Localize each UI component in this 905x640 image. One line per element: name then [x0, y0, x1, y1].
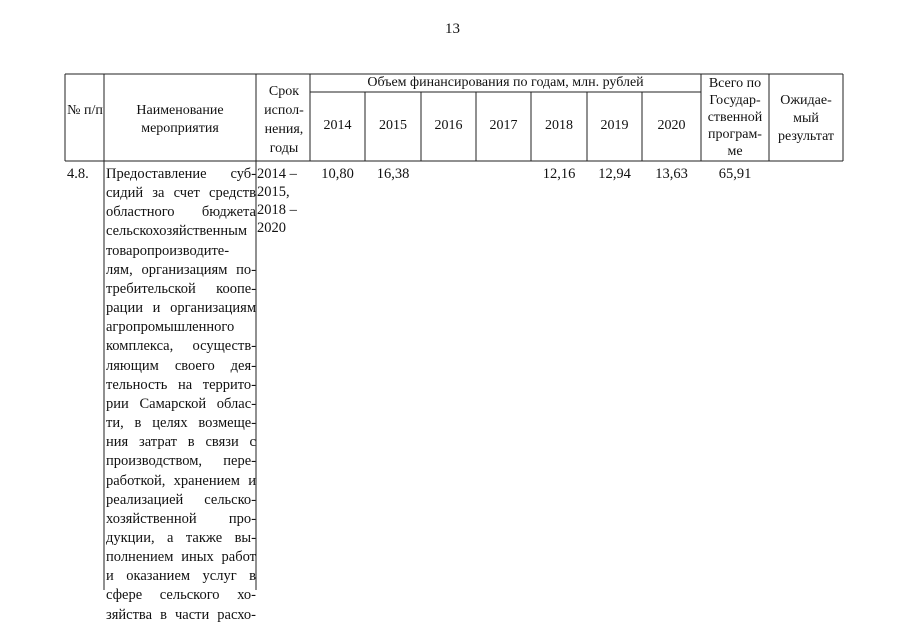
description-line: хозяйственной про- — [106, 510, 256, 527]
description-line: Предоставление суб- — [106, 166, 256, 182]
header-term-label: Срок испол-нения, годы — [264, 84, 304, 156]
description-line: работкой, хранением и — [106, 472, 256, 489]
header-term — [258, 82, 310, 158]
value-total: 65,91 — [718, 166, 752, 182]
value-2019: 12,94 — [598, 166, 631, 182]
description-line: и оказанием услуг в — [106, 568, 256, 585]
description-line: областного бюджета — [106, 204, 256, 221]
description-line: полнением иных работ — [106, 549, 256, 566]
description-line: производством, пере- — [106, 453, 256, 470]
description-line: товаропроизводите- — [106, 242, 230, 259]
header-name-label: Наименование мероприятия — [136, 103, 224, 136]
row-term-line: 2018 – — [257, 202, 297, 218]
description-line: ния затрат в связи с — [106, 434, 256, 451]
row-description — [106, 165, 256, 625]
header-result — [770, 92, 842, 146]
header-year-2014: 2014 — [323, 118, 352, 133]
value-2018: 12,16 — [542, 166, 576, 182]
header-funding-label: Объем финансирования по годам, млн. рублей — [367, 75, 644, 90]
header-year-2018: 2018 — [545, 118, 573, 133]
description-line: сидий за счет средств — [106, 185, 256, 202]
description-line: лям, организациям по- — [106, 261, 256, 278]
description-line: реализацией сельско- — [106, 491, 256, 508]
description-line: дукции, а также вы- — [106, 529, 256, 546]
value-2020: 13,63 — [655, 166, 688, 182]
description-line: рации и организациям — [106, 300, 256, 317]
row-term-line: 2015, — [257, 184, 290, 200]
header-year-2015: 2015 — [379, 118, 407, 133]
description-line: ляющим своего дея- — [106, 357, 256, 374]
header-total-label: Всего по Государ-ственной програм-ме — [707, 76, 763, 159]
description-line: комплекса, осуществ- — [106, 338, 256, 355]
header-total — [702, 75, 768, 160]
description-line: сельскохозяйственным — [106, 223, 248, 240]
value-2014: 10,80 — [321, 166, 354, 182]
header-year-2017: 2017 — [489, 118, 518, 133]
header-year-2019: 2019 — [600, 118, 629, 133]
header-funding — [310, 74, 701, 92]
header-year-2016: 2016 — [434, 118, 463, 133]
value-2015: 16,38 — [376, 166, 410, 182]
description-line: зяйства в части расхо- — [106, 606, 256, 623]
row-term-line: 2014 – — [257, 166, 297, 182]
row-number: 4.8. — [67, 166, 89, 182]
header-num — [66, 102, 104, 120]
header-year-2020: 2020 — [657, 118, 686, 133]
page-number: 13 — [445, 21, 460, 37]
description-line: требительской коопе- — [106, 280, 256, 297]
description-line: ти, в целях возмеще- — [106, 415, 256, 432]
description-line: рии Самарской облас- — [106, 395, 256, 412]
header-result-label: Ожидае-мый результат — [777, 93, 835, 144]
header-num-label: № п/п — [67, 103, 103, 118]
row-term-line: 2020 — [257, 220, 286, 236]
header-name — [110, 102, 250, 137]
description-line: агропромышленного — [106, 319, 235, 336]
description-line: тельность на террито- — [106, 376, 256, 393]
description-line: сфере сельского хо- — [106, 587, 256, 604]
